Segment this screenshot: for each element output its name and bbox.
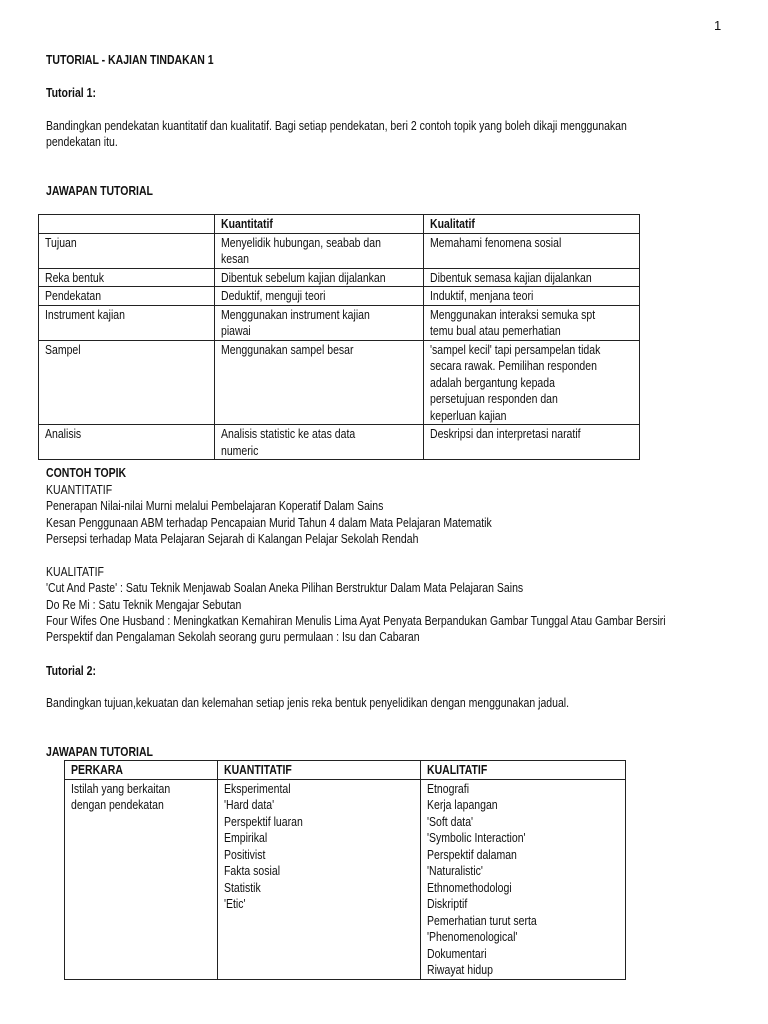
kualitatif-label: KUALITATIF bbox=[46, 565, 104, 579]
table-row bbox=[39, 340, 640, 425]
kuantitatif-cell: Eksperimental 'Hard data' Perspektif luaran Empirikal Positivist Fakta sosial Statistik 'Etic' bbox=[218, 779, 421, 979]
topic-item: Persepsi terhadap Mata Pelajaran Sejarah di Kalangan Pelajar Sekolah Rendah bbox=[46, 532, 419, 546]
tutorial1-question-line2: pendekatan itu. bbox=[46, 135, 118, 149]
kualitatif-cell: Dibentuk semasa kajian dijalankan bbox=[424, 268, 640, 287]
topic-item: Perspektif dan Pengalaman Sekolah seorang guru permulaan : Isu dan Cabaran bbox=[46, 630, 420, 644]
table-header-cell: Kualitatif bbox=[424, 215, 640, 234]
kuantitatif-cell: Menggunakan sampel besar bbox=[215, 340, 424, 425]
tutorial1-heading: Tutorial 1: bbox=[46, 86, 96, 100]
table-header-cell bbox=[39, 215, 215, 234]
tutorial2-question: Bandingkan tujuan,kekuatan dan kelemahan setiap jenis reka bentuk penyelidikan dengan menggunakan jadual. bbox=[46, 696, 570, 710]
table-header-cell: PERKARA bbox=[65, 761, 218, 780]
kuantitatif-label: KUANTITATIF bbox=[46, 483, 113, 497]
kuantitatif-cell: Deduktif, menguji teori bbox=[215, 287, 424, 306]
tutorial2-heading: Tutorial 2: bbox=[46, 664, 96, 678]
table-row bbox=[39, 268, 640, 287]
table-header-row bbox=[65, 761, 626, 780]
page-title: TUTORIAL - KAJIAN TINDAKAN 1 bbox=[46, 53, 214, 67]
table-row bbox=[65, 779, 626, 979]
topic-item: Four Wifes One Husband : Meningkatkan Kemahiran Menulis Lima Ayat Penyata Berpandukan Gambar Tunggal Atau Gambar Bersiri bbox=[46, 614, 666, 628]
comparison-table-2 bbox=[64, 760, 626, 980]
topic-item: Do Re Mi : Satu Teknik Mengajar Sebutan bbox=[46, 598, 242, 612]
kuantitatif-cell: Menggunakan instrument kajian piawai bbox=[215, 305, 424, 340]
kualitatif-cell: 'sampel kecil' tapi persampelan tidak secara rawak. Pemilihan responden adalah bergantung kepada persetujuan responden dan keperluan kajian bbox=[424, 340, 640, 425]
table-row bbox=[39, 305, 640, 340]
topic-item: 'Cut And Paste' : Satu Teknik Menjawab Soalan Aneka Pilihan Berstruktur Dalam Mata Pelajaran Sains bbox=[46, 581, 524, 595]
contoh-topik-heading: CONTOH TOPIK bbox=[46, 466, 127, 480]
row-label: Sampel bbox=[39, 340, 215, 425]
tutorial1-answer-heading: JAWAPAN TUTORIAL bbox=[46, 184, 153, 198]
perkara-cell: Istilah yang berkaitan dengan pendekatan bbox=[65, 779, 218, 979]
tutorial1-question-line1: Bandingkan pendekatan kuantitatif dan kualitatif. Bagi setiap pendekatan, beri 2 contoh topik yang boleh dikaji menggunakan bbox=[46, 119, 627, 133]
row-label: Tujuan bbox=[39, 233, 215, 268]
kualitatif-cell: Induktif, menjana teori bbox=[424, 287, 640, 306]
kualitatif-cell: Menggunakan interaksi semuka spt temu bual atau pemerhatian bbox=[424, 305, 640, 340]
row-label: Pendekatan bbox=[39, 287, 215, 306]
page-number: 1 bbox=[714, 18, 722, 33]
kuantitatif-cell: Dibentuk sebelum kajian dijalankan bbox=[215, 268, 424, 287]
table-header-cell: KUANTITATIF bbox=[218, 761, 421, 780]
table-row bbox=[39, 233, 640, 268]
row-label: Reka bentuk bbox=[39, 268, 215, 287]
row-label: Analisis bbox=[39, 425, 215, 460]
table-header-cell: KUALITATIF bbox=[421, 761, 626, 780]
tutorial2-answer-heading: JAWAPAN TUTORIAL bbox=[46, 745, 153, 759]
table-row bbox=[39, 287, 640, 306]
row-label: Instrument kajian bbox=[39, 305, 215, 340]
table-header-cell: Kuantitatif bbox=[215, 215, 424, 234]
topic-item: Penerapan Nilai-nilai Murni melalui Pembelajaran Koperatif Dalam Sains bbox=[46, 499, 384, 513]
kualitatif-cell: Deskripsi dan interpretasi naratif bbox=[424, 425, 640, 460]
topic-item: Kesan Penggunaan ABM terhadap Pencapaian Murid Tahun 4 dalam Mata Pelajaran Matematik bbox=[46, 516, 492, 530]
kuantitatif-cell: Analisis statistic ke atas data numeric bbox=[215, 425, 424, 460]
table-header-row bbox=[39, 215, 640, 234]
comparison-table bbox=[38, 214, 640, 460]
kualitatif-cell: Etnografi Kerja lapangan 'Soft data' 'Symbolic Interaction' Perspektif dalaman 'Naturalistic' Ethnomethodologi Diskriptif Pemerhatian turut serta 'Phenomenological' Dokumentari Riwayat hidup bbox=[421, 779, 626, 979]
kuantitatif-cell: Menyelidik hubungan, seabab dan kesan bbox=[215, 233, 424, 268]
table-row bbox=[39, 425, 640, 460]
kualitatif-cell: Memahami fenomena sosial bbox=[424, 233, 640, 268]
